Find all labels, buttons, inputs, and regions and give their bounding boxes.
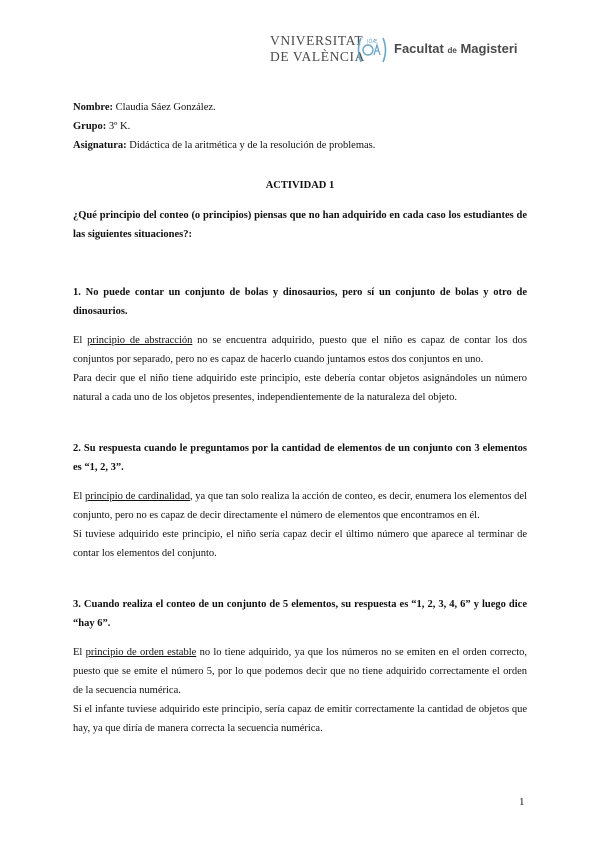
university-line1: VNIVERSITAT: [270, 33, 364, 48]
section-2-heading: 2. Su respuesta cuando le preguntamos por la cantidad de elementos de un conjunto con 3 elementos es “1, 2, 3”.: [73, 442, 527, 473]
section-3-paragraph-2: Si el infante tuviese adquirido este principio, sería capaz de emitir correctamente la cantidad de objetos que hay, ya que diría de manera correcta la secuencia numérica.: [73, 704, 527, 734]
page-number: 1: [519, 796, 525, 808]
group-line: Grupo: 3º K.: [73, 121, 131, 132]
section-2-paragraph-1: El principio de cardinalidad, ya que tan solo realiza la acción de conteo, es decir, enumera los elementos del conjunto, pero no es capaz de decir directamente el número de elementos que encontramos en él.: [73, 491, 527, 521]
university-logo: [270, 30, 530, 70]
section-1-heading: 1. No puede contar un conjunto de bolas y dinosaurios, pero sí un conjunto de bolas y otro de dinosaurios.: [73, 286, 527, 317]
document-body: [73, 98, 527, 738]
activity-title: ACTIVIDAD 1: [265, 180, 335, 191]
subject-line: Asignatura: Didáctica de la aritmética y de la resolución de problemas.: [73, 140, 376, 151]
university-line2: DE VALÈNCIA: [270, 49, 365, 64]
section-3-paragraph-1: El principio de orden estable no lo tiene adquirido, ya que los números no se emiten en el orden correcto, puesto que se emite el número 5, por lo que podemos decir que no tiene adquirido correctamente el orden de la secuencia numérica.: [73, 647, 527, 696]
section-3-heading: 3. Cuando realiza el conteo de un conjunto de 5 elementos, su respuesta es “1, 2, 3, 4, 6” y luego dice “hay 6”.: [73, 598, 527, 629]
section-1-paragraph-2: Para decir que el niño tiene adquirido este principio, este debería contar objetos asignándoles un número natural a cada uno de los objetos presentes, independientemente de la naturaleza del objeto.: [73, 373, 527, 403]
faculty-name: Facultat de Magisteri: [394, 41, 518, 56]
main-question: ¿Qué principio del conteo (o principios) piensas que no han adquirido en cada caso los estudiantes de las siguientes situaciones?:: [73, 209, 527, 240]
university-name: [270, 33, 365, 65]
section-1-paragraph-1: El principio de abstracción no se encuentra adquirido, puesto que el niño es capaz de contar los dos conjuntos por separado, pero no es capaz de hacerlo cuando juntamos estos dos conjuntos en uno.: [73, 335, 527, 365]
svg-text:(ÓÆ: (ÓÆ: [366, 39, 378, 45]
university-emblem-icon: [355, 34, 389, 66]
section-2-paragraph-2: Si tuviese adquirido este principio, el niño sería capaz decir el último número que aparece al terminar de contar los elementos del conjunto.: [73, 529, 527, 559]
name-line: Nombre: Claudia Sáez González.: [73, 102, 216, 113]
